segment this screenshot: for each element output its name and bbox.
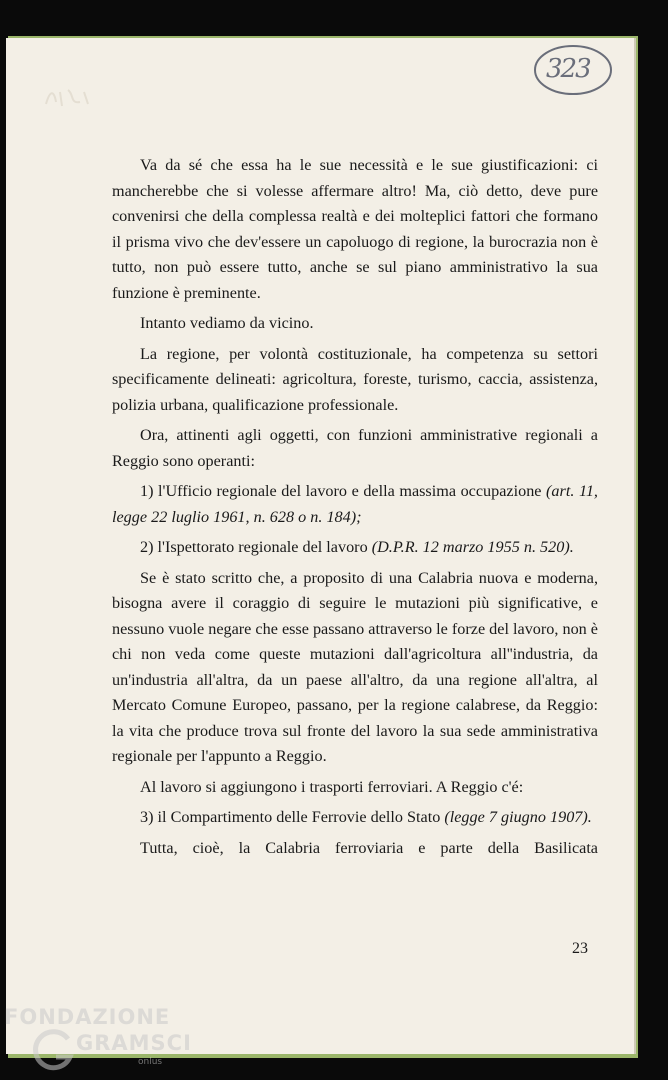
legal-reference: (D.P.R. 12 marzo 1955 n. 520). bbox=[371, 538, 574, 556]
watermark bbox=[4, 1005, 192, 1075]
paragraph: Ora, attinenti agli oggetti, con funzioni amministrative regionali a Reggio sono operanti: bbox=[112, 426, 598, 470]
list-item bbox=[112, 535, 598, 561]
faint-pencil-mark bbox=[40, 82, 100, 112]
list-item-text: 3) il Compartimento delle Ferrovie dello Stato bbox=[140, 808, 445, 826]
paragraph: La regione, per volontà costituzionale, ha competenza su settori specificamente delineati: agricoltura, foreste, turismo, caccia, assistenza, polizia urbana, qualificazione professionale. bbox=[112, 344, 598, 414]
page-number: 23 bbox=[572, 940, 588, 957]
paragraph: Va da sé che essa ha le sue necessità e le sue giustificazioni: ci mancherebbe che si volesse affermare altro! Ma, ciò detto, deve pure convenirsi che della complessa realtà e dei molteplici fattori che formano il prisma vivo che dev'essere un capoluogo di regione, la burocrazia non è tutto, non può essere tutto, anche se sul piano amministrativo la sua funzione è preminente. bbox=[112, 156, 598, 302]
watermark-line-1: FONDAZIONE bbox=[4, 1005, 171, 1029]
list-item bbox=[112, 805, 598, 831]
paragraph: Tutta, cioè, la Calabria ferroviaria e parte della Basilicata bbox=[140, 838, 598, 857]
list-item-text: 2) l'Ispettorato regionale del lavoro bbox=[140, 538, 372, 556]
list-item bbox=[112, 479, 598, 530]
legal-reference: (legge 7 giugno 1907). bbox=[444, 808, 592, 826]
paragraph: Se è stato scritto che, a proposito di una Calabria nuova e moderna, bisogna avere il coraggio di seguire le mutazioni più significative, e nessuno vuole negare che esse passano attraverso le forze del lavoro, non è chi non veda come queste mutazioni dall'agricoltura all''industria, da un'industria all'altra, da un paese all'altro, da una regione all'altra, al Mercato Comune Europeo, passano, per la regione calabrese, da Reggio: la vita che produce trova sul fronte del lavoro la sua sede amministrativa regionale per l'appunto a Reggio. bbox=[112, 568, 598, 765]
list-item-text: 1) l'Ufficio regionale del lavoro e della massima occupazione bbox=[140, 482, 547, 500]
watermark-line-3: onlus bbox=[138, 1057, 163, 1067]
paragraph: Al lavoro si aggiungono i trasporti ferroviari. A Reggio c'é: bbox=[140, 777, 524, 796]
watermark-line-2: GRAMSCI bbox=[76, 1031, 192, 1055]
paragraph: Intanto vediamo da vicino. bbox=[140, 314, 314, 332]
body-text bbox=[112, 153, 598, 861]
handwritten-folio-number bbox=[528, 40, 618, 100]
folio-number-text: 323 bbox=[546, 54, 590, 84]
gramsci-logo-icon bbox=[30, 1027, 76, 1073]
legal-reference: (art. 11, legge 22 luglio 1961, n. 628 o n. 184); bbox=[112, 482, 598, 526]
